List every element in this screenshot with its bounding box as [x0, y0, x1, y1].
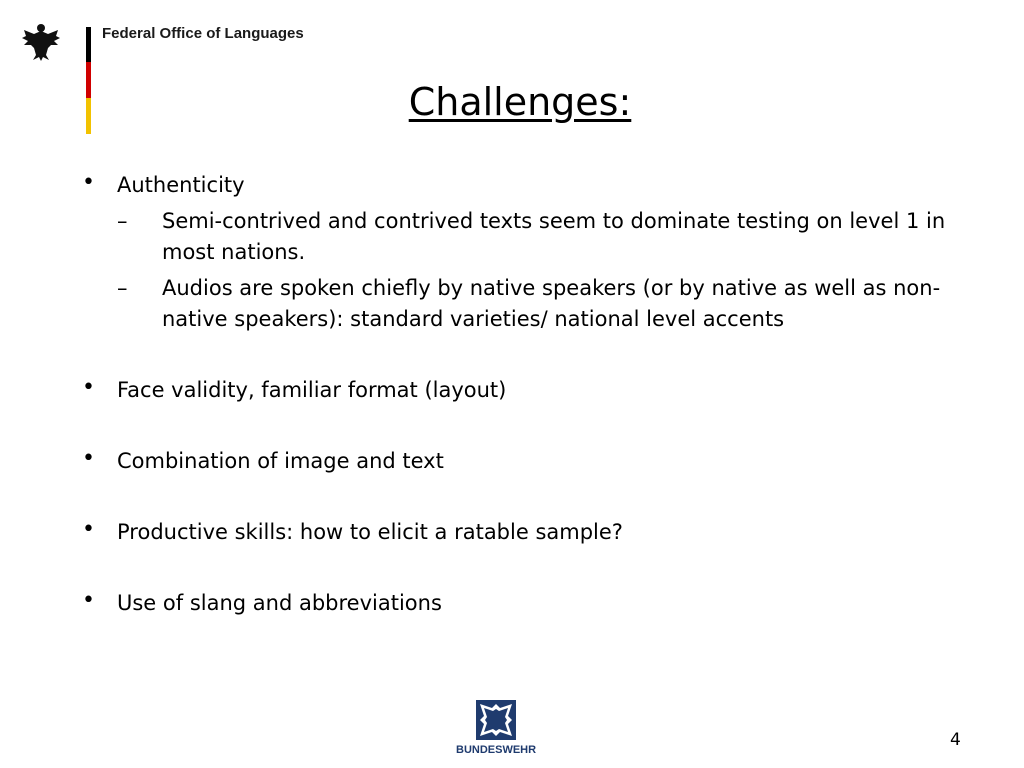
slide-title: Challenges: [408, 80, 632, 124]
bullet-text: Combination of image and text [117, 449, 444, 473]
bullet-marker: • [82, 170, 95, 195]
bullet-face-validity [80, 375, 960, 406]
bullet-marker: • [82, 446, 95, 471]
sub-bullet-text: Audios are spoken chiefly by native speakers (or by native as well as non-native speakers): standard varieties/ national level accents [162, 276, 941, 331]
sub-bullet [117, 273, 960, 335]
bundeswehr-logo [456, 700, 536, 762]
bullet-marker: • [82, 375, 95, 400]
bullet-authenticity [80, 170, 960, 335]
bullet-text: Use of slang and abbreviations [117, 591, 442, 615]
bullet-productive-skills [80, 517, 960, 548]
bundeswehr-text: BUNDESWEHR [456, 744, 537, 756]
sub-bullet-marker: – [117, 209, 128, 233]
sub-bullet [117, 206, 960, 268]
bullet-text: Authenticity [117, 173, 245, 197]
bullet-marker: • [82, 517, 95, 542]
bullet-slang [80, 588, 960, 619]
office-name: Federal Office of Languages [102, 25, 304, 42]
bullet-text: Face validity, familiar format (layout) [117, 378, 507, 402]
page-number: 4 [950, 730, 961, 750]
bullet-image-text [80, 446, 960, 477]
federal-eagle-icon [22, 22, 60, 62]
iron-cross-icon [476, 700, 516, 740]
bullet-list [80, 170, 960, 619]
bullet-text: Productive skills: how to elicit a ratable sample? [117, 520, 623, 544]
bullet-marker: • [82, 588, 95, 613]
sub-bullet-text: Semi-contrived and contrived texts seem to dominate testing on level 1 in most nations. [162, 209, 946, 264]
sub-bullet-marker: – [117, 276, 128, 300]
